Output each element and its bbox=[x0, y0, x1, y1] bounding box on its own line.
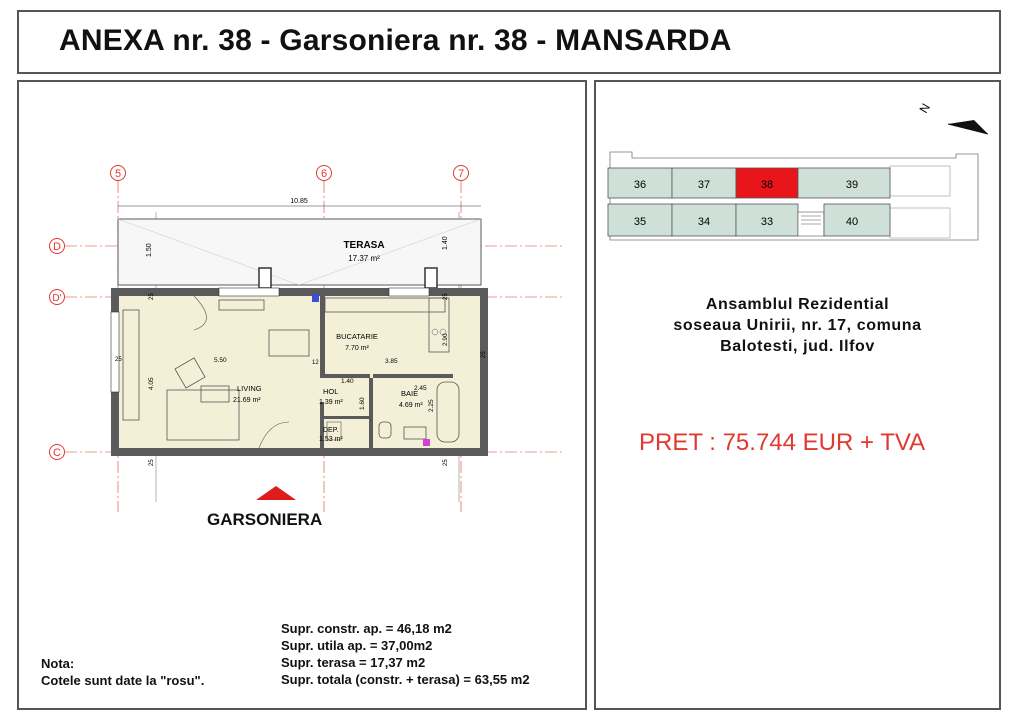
room-name: BAIE bbox=[401, 389, 419, 398]
svg-text:1.40: 1.40 bbox=[341, 378, 354, 385]
unit-label: 40 bbox=[845, 216, 859, 228]
room-name: LIVING bbox=[237, 384, 262, 393]
svg-text:3.85: 3.85 bbox=[385, 358, 398, 365]
room-area: 4.69 m² bbox=[399, 402, 423, 409]
svg-text:1.40: 1.40 bbox=[442, 236, 449, 250]
svg-text:4.05: 4.05 bbox=[148, 377, 155, 390]
svg-text:D': D' bbox=[52, 293, 62, 304]
svg-text:25: 25 bbox=[115, 357, 122, 363]
floor-plan-panel bbox=[17, 80, 587, 710]
svg-text:2.25: 2.25 bbox=[428, 399, 435, 412]
entrance-label: GARSONIERA bbox=[207, 510, 323, 529]
unit-39 bbox=[798, 168, 890, 198]
axis-label: 5 bbox=[114, 168, 122, 180]
svg-text:2.45: 2.45 bbox=[414, 385, 427, 392]
address-line: soseaua Unirii, nr. 17, comuna bbox=[673, 317, 922, 334]
note-label: Nota: bbox=[41, 656, 75, 671]
svg-text:25: 25 bbox=[149, 459, 155, 466]
room-name: HOL bbox=[323, 387, 339, 396]
dimension-label: 10.85 bbox=[290, 198, 308, 205]
unit-label: 35 bbox=[633, 216, 647, 228]
info-panel bbox=[594, 80, 1001, 710]
svg-text:D: D bbox=[53, 241, 61, 253]
address-line: Ansamblul Rezidential bbox=[705, 296, 890, 313]
room-area: 21.69 m² bbox=[233, 397, 261, 404]
svg-text:C: C bbox=[53, 447, 61, 459]
unit-label: 38 bbox=[760, 179, 774, 191]
price-label: PRET : 75.744 EUR + TVA bbox=[639, 429, 926, 456]
svg-text:12: 12 bbox=[312, 360, 319, 366]
stat-line: Supr. totala (constr. + terasa) = 63,55 m2 bbox=[281, 672, 530, 687]
apartment-floor bbox=[118, 292, 481, 452]
terrace-label: TERASA bbox=[343, 240, 385, 251]
title-frame bbox=[17, 10, 1001, 74]
address-line: Balotesti, jud. Ilfov bbox=[720, 338, 875, 355]
svg-text:25: 25 bbox=[481, 351, 487, 358]
svg-text:2.90: 2.90 bbox=[442, 333, 449, 346]
terrace-area-label: 17.37 m² bbox=[348, 254, 380, 263]
north-arrow-icon bbox=[916, 101, 988, 134]
axis-label: 6 bbox=[320, 168, 328, 180]
svg-text:1.60: 1.60 bbox=[359, 397, 366, 410]
unit-label: 37 bbox=[697, 179, 711, 191]
axis-label: 7 bbox=[457, 168, 465, 180]
unit-label: 33 bbox=[760, 216, 774, 228]
svg-text:N: N bbox=[916, 100, 933, 116]
unit-label: 34 bbox=[697, 216, 711, 228]
svg-text:25: 25 bbox=[443, 459, 449, 466]
unit-label: 39 bbox=[845, 179, 859, 191]
floor-plan-drawing bbox=[19, 82, 585, 708]
svg-text:25: 25 bbox=[443, 293, 449, 300]
room-name: DEP. bbox=[323, 427, 339, 434]
note bbox=[41, 655, 204, 689]
unit-label: 36 bbox=[633, 179, 647, 191]
svg-text:25: 25 bbox=[149, 293, 155, 300]
note-text: Cotele sunt date la "rosu". bbox=[41, 673, 205, 688]
project-address bbox=[596, 294, 999, 357]
stat-line: Supr. terasa = 17,37 m2 bbox=[281, 655, 426, 670]
stat-line: Supr. constr. ap. = 46,18 m2 bbox=[281, 621, 452, 636]
room-area: 1.53 m² bbox=[319, 436, 343, 443]
page-title: ANEXA nr. 38 - Garsoniera nr. 38 - MANSARDA bbox=[59, 24, 732, 57]
svg-text:1.50: 1.50 bbox=[146, 243, 153, 257]
room-area: 1.39 m² bbox=[319, 399, 343, 406]
room-area: 7.70 m² bbox=[345, 345, 369, 352]
key-plan bbox=[596, 82, 999, 262]
area-stats bbox=[281, 620, 530, 688]
stat-line: Supr. utila ap. = 37,00m2 bbox=[281, 638, 433, 653]
svg-text:5.50: 5.50 bbox=[214, 357, 227, 364]
room-name: BUCATARIE bbox=[336, 332, 378, 341]
entrance-arrow bbox=[256, 486, 296, 500]
